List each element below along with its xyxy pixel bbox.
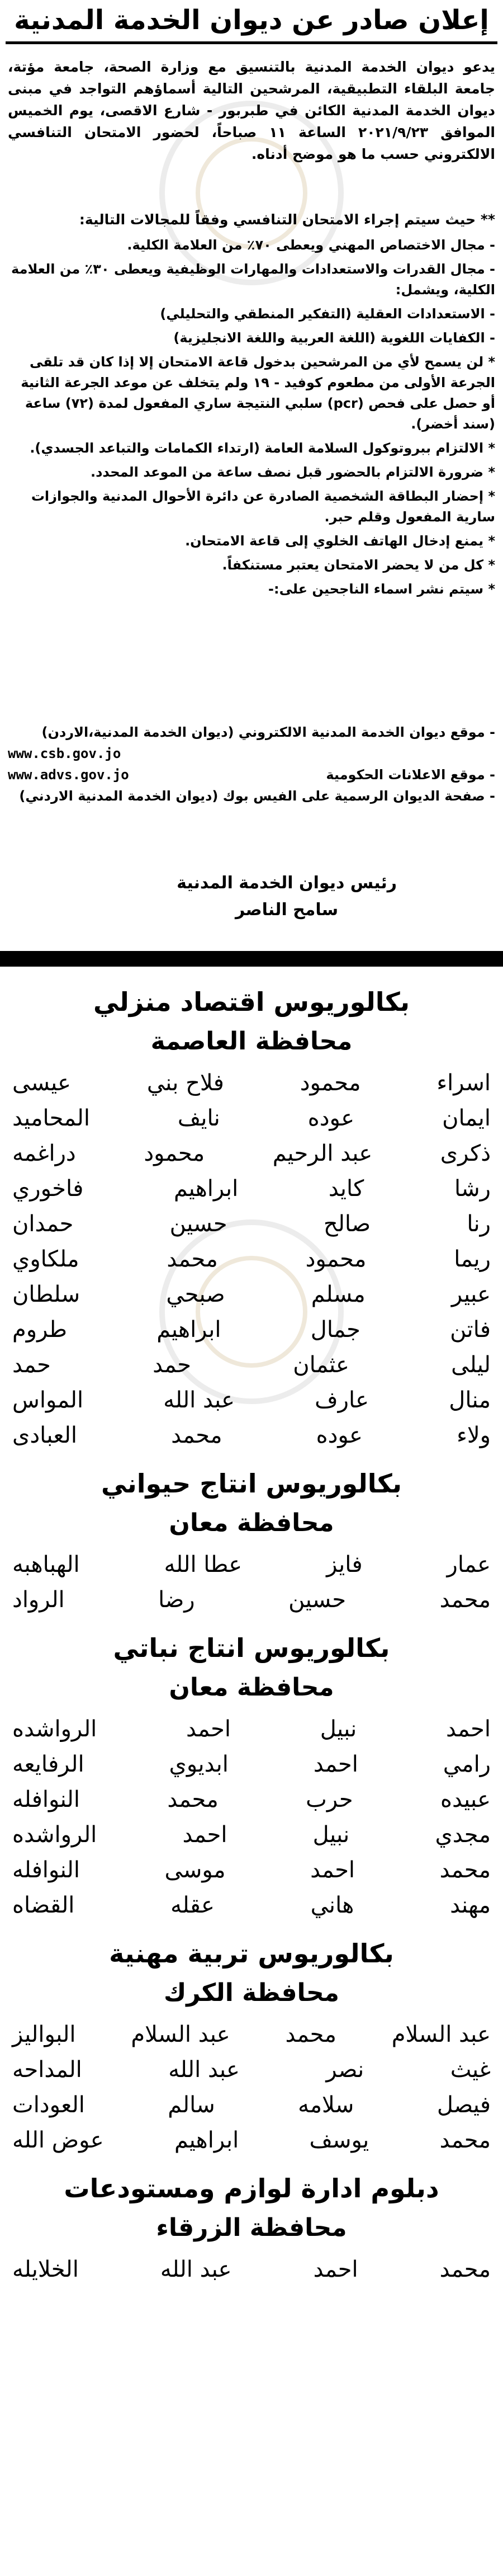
- name-part: عبد الله: [163, 1387, 235, 1413]
- name-part: دراغمه: [12, 1141, 76, 1166]
- list-item: * إحضار البطاقة الشخصية الصادرة عن دائرة الأحوال المدنية والجوازات سارية المفعول وقلم حبر.: [31, 488, 495, 525]
- name-part: حسين: [169, 1211, 227, 1237]
- links-block: [8, 722, 495, 807]
- name-part: احمد: [182, 1822, 227, 1848]
- name-part: المواس: [12, 1387, 84, 1413]
- list-item: [8, 1312, 495, 1348]
- name-part: القضاه: [12, 1892, 75, 1918]
- announcement-intro: يدعو ديوان الخدمة المدنية بالتنسيق مع وزارة الصحة، جامعة مؤتة، جامعة البلقاء التطبيقية، المرشحين التالية أسماؤهم التواجد في مبنى ديوان الخدمة المدنية الكائن في طبربور - شارع الاقصى، يوم الخميس الموافق ٢٠٢١/٩/٢٣ الساعة ١١ صباحاً، لحضور الامتحان التنافسي الالكتروني حسب ما هو موضح أدناه.: [8, 59, 495, 162]
- section-gap: [8, 1453, 495, 1463]
- name-part: الرواشده: [12, 1716, 97, 1742]
- name-part: منال: [449, 1387, 491, 1413]
- name-part: عوض الله: [12, 2127, 104, 2153]
- list-item: [8, 2052, 495, 2088]
- name-part: عثمان: [293, 1352, 349, 1378]
- name-part: احمد: [310, 1857, 355, 1883]
- name-part: عقله: [170, 1892, 215, 1918]
- name-part: احمد: [313, 1751, 358, 1777]
- csb-site-link[interactable]: www.csb.gov.jo: [8, 746, 121, 761]
- name-part: عطا الله: [164, 1552, 243, 1577]
- names-list: [8, 2017, 495, 2158]
- name-part: سلطان: [12, 1282, 80, 1307]
- name-part: ابراهيم: [174, 2127, 239, 2153]
- governorate-title: محافظة الزرقاء: [156, 2214, 347, 2242]
- name-part: صالح: [323, 1211, 371, 1237]
- list-item: * سيتم نشر اسماء الناجحين على:-: [268, 581, 495, 597]
- list-item: [8, 1101, 495, 1136]
- list-item: [8, 1242, 495, 1277]
- name-part: محمود: [305, 1246, 367, 1272]
- name-part: العودات: [12, 2092, 85, 2118]
- governorate-title: محافظة الكرك: [163, 1979, 340, 2007]
- name-part: ابراهيم: [174, 1176, 239, 1202]
- name-part: محمد: [439, 1587, 491, 1613]
- list-item: [8, 1782, 495, 1817]
- list-item: - الكفايات اللغوية (اللغة العربية واللغة الانجليزية): [173, 330, 495, 346]
- name-part: جمال: [310, 1317, 360, 1343]
- name-part: غيث: [450, 2057, 491, 2083]
- name-part: اسراء: [436, 1070, 491, 1096]
- names-list: [8, 1712, 495, 1923]
- name-part: عبد السلام: [391, 2022, 491, 2047]
- name-part: ليلى: [451, 1352, 491, 1378]
- list-item: [8, 1547, 495, 1583]
- name-part: المداحه: [12, 2057, 82, 2083]
- list-item: [8, 1383, 495, 1418]
- name-part: نايف: [177, 1105, 220, 1131]
- list-item: - مجال القدرات والاستعدادات والمهارات الوظيفية ويعطى ٣٠٪ من العلامة الكلية، ويشمل:: [11, 261, 495, 298]
- list-item: [8, 2017, 495, 2052]
- name-part: النوافله: [12, 1857, 80, 1883]
- list-item: [8, 1888, 495, 1923]
- signature-role: رئيس ديوان الخدمة المدنية: [177, 873, 397, 893]
- name-part: محمود: [300, 1070, 361, 1096]
- name-part: احمد: [446, 1716, 491, 1742]
- announcement-title: إعلان صادر عن ديوان الخدمة المدنية: [6, 4, 497, 44]
- name-part: عوده: [316, 1423, 363, 1448]
- name-part: فايز: [326, 1552, 363, 1577]
- list-item: [8, 1348, 495, 1383]
- name-part: محمد: [171, 1423, 222, 1448]
- name-part: رنا: [467, 1211, 491, 1237]
- name-part: عبد الرحيم: [272, 1141, 373, 1166]
- name-part: رشا: [454, 1176, 491, 1202]
- name-part: صبحي: [166, 1282, 225, 1307]
- name-part: ملكاوي: [12, 1246, 79, 1272]
- fields-heading: ** حيث سيتم إجراء الامتحان التنافسي وفقاً للمجالات التالية:: [79, 211, 495, 228]
- name-part: عارف: [315, 1387, 369, 1413]
- ads-site-link[interactable]: www.advs.gov.jo: [8, 767, 129, 783]
- name-part: يوسف: [309, 2127, 369, 2153]
- list-item: [8, 1207, 495, 1242]
- list-item: - الاستعدادات العقلية (التفكير المنطقي والتحليلي): [160, 306, 495, 322]
- name-part: سلامه: [298, 2092, 354, 2118]
- name-part: فاخوري: [12, 1176, 84, 1202]
- name-part: الرواشده: [12, 1822, 97, 1848]
- announcement: [0, 0, 503, 940]
- name-part: العبادى: [12, 1423, 77, 1448]
- name-part: عبد الله: [160, 2257, 232, 2282]
- name-part: حرب: [306, 1787, 353, 1812]
- name-part: مسلم: [311, 1282, 366, 1307]
- name-part: احمد: [313, 2257, 358, 2282]
- name-part: مهند: [450, 1892, 491, 1918]
- names-list: [8, 1066, 495, 1453]
- name-part: حمدان: [12, 1211, 74, 1237]
- list-item: * ضرورة الالتزام بالحضور قبل نصف ساعة من الموعد المحدد.: [90, 464, 495, 480]
- name-part: هاني: [310, 1892, 354, 1918]
- list-item: [8, 1418, 495, 1453]
- name-part: مجدي: [435, 1822, 491, 1848]
- name-part: محمد: [167, 1787, 219, 1812]
- name-part: رامي: [443, 1751, 491, 1777]
- name-part: ابراهيم: [156, 1317, 221, 1343]
- name-part: محمد: [285, 2022, 336, 2047]
- name-part: محمد: [439, 2257, 491, 2282]
- name-part: عبيده: [440, 1787, 491, 1812]
- list-item: [8, 2123, 495, 2158]
- list-item: * يمنع إدخال الهاتف الخلوي إلى قاعة الامتحان.: [185, 533, 495, 549]
- list-item: [8, 1583, 495, 1618]
- list-item: * الالتزام ببروتوكول السلامة العامة (ارتداء الكمامات والتباعد الجسدي).: [30, 440, 495, 456]
- name-part: محمد: [167, 1246, 218, 1272]
- list-item: [8, 1817, 495, 1853]
- name-part: فلاح بني: [146, 1070, 224, 1096]
- list-item: [8, 2252, 495, 2287]
- list-item: * لن يسمح لأي من المرشحين بدخول قاعة الامتحان إلا إذا كان قد تلقى الجرعة الأولى من مطعوم كوفيد - ١٩ ولم يتخلف عن موعد الجرعة الثانية أو حصل على فحص (pcr) سلبي النتيجة ساري المفعول لمدة (٧٢) ساعة (سند أخضر).: [21, 354, 495, 432]
- list-item: [8, 2088, 495, 2123]
- name-part: عبير: [451, 1282, 491, 1307]
- section-gap: [8, 2287, 495, 2297]
- name-part: عبد السلام: [131, 2022, 230, 2047]
- name-part: عمار: [447, 1552, 491, 1577]
- csb-site-label: - موقع ديوان الخدمة المدنية الالكتروني (ديوان الخدمة المدنية،الاردن): [41, 724, 495, 740]
- name-part: عيسى: [12, 1070, 71, 1096]
- section-title: بكالوريوس انتاج نباتي: [113, 1633, 390, 1663]
- name-part: كايد: [328, 1176, 364, 1202]
- section-gap: [8, 1923, 495, 1933]
- ads-site-label: - موقع الاعلانات الحكومية: [326, 767, 495, 783]
- name-part: فيصل: [436, 2092, 491, 2118]
- section-divider: [0, 951, 503, 967]
- section-title: بكالوريوس تربية مهنية: [109, 1938, 394, 1969]
- name-part: ولاء: [457, 1423, 491, 1448]
- list-item: * كل من لا يحضر الامتحان يعتبر مستنكفاً.: [222, 557, 495, 573]
- name-part: سالم: [168, 2092, 215, 2118]
- section-title: دبلوم ادارة لوازم ومستودعات: [64, 2173, 439, 2203]
- list-item: [8, 1277, 495, 1312]
- name-part: الرفايعه: [12, 1751, 84, 1777]
- name-part: الهباهبه: [12, 1552, 80, 1577]
- name-part: موسى: [164, 1857, 226, 1883]
- name-part: نبيل: [320, 1716, 357, 1742]
- name-part: طروم: [12, 1317, 68, 1343]
- list-item: - مجال الاختصاص المهني ويعطى ٧٠٪ من العلامة الكلية.: [127, 237, 495, 253]
- list-item: [8, 1171, 495, 1207]
- names-list: [8, 2252, 495, 2287]
- name-part: حمد: [153, 1352, 191, 1378]
- candidates-list: [8, 982, 495, 2297]
- name-part: ذكرى: [440, 1141, 491, 1166]
- announcement-list: [8, 235, 495, 603]
- name-part: حمد: [12, 1352, 51, 1378]
- facebook-page-label: - صفحة الديوان الرسمية على الفيس بوك (ديوان الخدمة المدنية الاردني): [19, 788, 495, 804]
- name-part: محمد: [439, 2127, 491, 2153]
- name-part: ايمان: [442, 1105, 491, 1131]
- name-part: ابديوي: [169, 1751, 229, 1777]
- governorate-title: محافظة معان: [169, 1509, 334, 1537]
- section-gap: [8, 2158, 495, 2168]
- signature-name: سامح الناصر: [235, 900, 339, 920]
- list-item: [8, 1747, 495, 1782]
- name-part: محمود: [144, 1141, 205, 1166]
- name-part: ريما: [454, 1246, 491, 1272]
- name-part: نبيل: [312, 1822, 350, 1848]
- name-part: النوافله: [12, 1787, 80, 1812]
- name-part: نصر: [326, 2057, 364, 2083]
- list-item: [8, 1136, 495, 1171]
- name-part: احمد: [186, 1716, 231, 1742]
- name-part: المحاميد: [12, 1105, 90, 1131]
- name-part: فاتن: [450, 1317, 491, 1343]
- signature-block: [177, 870, 397, 924]
- section-title: بكالوريوس اقتصاد منزلي: [93, 987, 410, 1017]
- name-part: الخلايله: [12, 2257, 79, 2282]
- name-part: الرواد: [12, 1587, 65, 1613]
- name-part: رضا: [158, 1587, 195, 1613]
- section-title: بكالوريوس انتاج حيواني: [101, 1468, 402, 1499]
- names-list: [8, 1547, 495, 1618]
- name-part: محمد: [439, 1857, 491, 1883]
- section-gap: [8, 1618, 495, 1628]
- name-part: عبد الله: [168, 2057, 240, 2083]
- list-item: [8, 1066, 495, 1101]
- governorate-title: محافظة معان: [169, 1673, 334, 1702]
- name-part: البواليز: [12, 2022, 76, 2047]
- name-part: حسين: [288, 1587, 347, 1613]
- governorate-title: محافظة العاصمة: [150, 1027, 353, 1056]
- list-item: [8, 1712, 495, 1747]
- list-item: [8, 1853, 495, 1888]
- name-part: عوده: [307, 1105, 355, 1131]
